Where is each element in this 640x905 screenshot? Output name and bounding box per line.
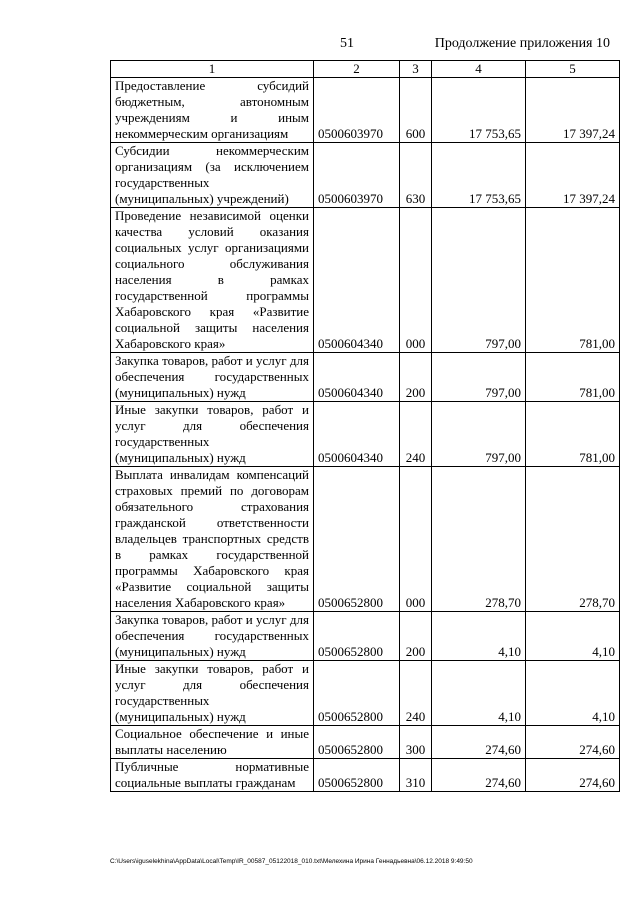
table-row: [111, 612, 620, 661]
target-code-cell: 0500652800: [314, 661, 400, 726]
expense-type-cell: 200: [400, 353, 432, 402]
target-code-cell: 0500652800: [314, 726, 400, 759]
page-header: [0, 36, 640, 56]
file-path-footer: C:\Users\iguselekhina\AppData\Local\Temp\IR_00587_05122018_010.txt\Мелехина Ирина Геннадьевна\06.12.2018 9:49:50: [110, 858, 473, 865]
row-name-cell: Закупка товаров, работ и услуг для обеспечения государственных (муниципальных) нужд: [111, 612, 314, 661]
amount-2020-cell: 4,10: [526, 612, 620, 661]
column-header: 3: [400, 61, 432, 78]
amount-2019-cell: 17 753,65: [432, 78, 526, 143]
column-header: 2: [314, 61, 400, 78]
table-row: [111, 402, 620, 467]
column-header: 4: [432, 61, 526, 78]
row-name-cell: Выплата инвалидам компенсаций страховых премий по договорам обязательного страхования гражданской ответственности владельцев транспортных средств в рамках государственной программы Хабаровского края «Развитие социальной защиты населения Хабаровского края»: [111, 467, 314, 612]
column-header: 1: [111, 61, 314, 78]
amount-2019-cell: 4,10: [432, 612, 526, 661]
amount-2020-cell: 781,00: [526, 402, 620, 467]
target-code-cell: 0500652800: [314, 467, 400, 612]
amount-2020-cell: 274,60: [526, 759, 620, 792]
amount-2020-cell: 781,00: [526, 208, 620, 353]
table-row: [111, 143, 620, 208]
amount-2019-cell: 797,00: [432, 353, 526, 402]
row-name-cell: Иные закупки товаров, работ и услуг для обеспечения государственных (муниципальных) нужд: [111, 661, 314, 726]
amount-2020-cell: 274,60: [526, 726, 620, 759]
table-row: [111, 208, 620, 353]
table-row: [111, 759, 620, 792]
expense-type-cell: 600: [400, 78, 432, 143]
expense-type-cell: 000: [400, 208, 432, 353]
target-code-cell: 0500604340: [314, 353, 400, 402]
amount-2020-cell: 17 397,24: [526, 143, 620, 208]
row-name-cell: Социальное обеспечение и иные выплаты населению: [111, 726, 314, 759]
target-code-cell: 0500603970: [314, 143, 400, 208]
row-name-cell: Публичные нормативные социальные выплаты гражданам: [111, 759, 314, 792]
page-number: 51: [340, 36, 354, 51]
expense-type-cell: 300: [400, 726, 432, 759]
row-name-cell: Предоставление субсидий бюджетным, автономным учреждениям и иным некоммерческим организациям: [111, 78, 314, 143]
target-code-cell: 0500652800: [314, 759, 400, 792]
amount-2020-cell: 17 397,24: [526, 78, 620, 143]
appendix-label: Продолжение приложения 10: [434, 36, 610, 51]
column-number-row: [111, 61, 620, 78]
amount-2020-cell: 4,10: [526, 661, 620, 726]
target-code-cell: 0500603970: [314, 78, 400, 143]
column-header: 5: [526, 61, 620, 78]
row-name-cell: Закупка товаров, работ и услуг для обеспечения государственных (муниципальных) нужд: [111, 353, 314, 402]
target-code-cell: 0500652800: [314, 612, 400, 661]
expense-type-cell: 000: [400, 467, 432, 612]
table-row: [111, 467, 620, 612]
row-name-cell: Иные закупки товаров, работ и услуг для обеспечения государственных (муниципальных) нужд: [111, 402, 314, 467]
table-row: [111, 78, 620, 143]
expense-type-cell: 200: [400, 612, 432, 661]
target-code-cell: 0500604340: [314, 208, 400, 353]
amount-2019-cell: 797,00: [432, 208, 526, 353]
row-name-cell: Проведение независимой оценки качества условий оказания социальных услуг организациями социального обслуживания населения в рамках государственной программы Хабаровского края «Развитие социальной защиты населения Хабаровского края»: [111, 208, 314, 353]
table-row: [111, 661, 620, 726]
amount-2020-cell: 781,00: [526, 353, 620, 402]
amount-2020-cell: 278,70: [526, 467, 620, 612]
amount-2019-cell: 278,70: [432, 467, 526, 612]
target-code-cell: 0500604340: [314, 402, 400, 467]
table-body: [111, 78, 620, 792]
amount-2019-cell: 17 753,65: [432, 143, 526, 208]
expense-type-cell: 630: [400, 143, 432, 208]
amount-2019-cell: 4,10: [432, 661, 526, 726]
amount-2019-cell: 274,60: [432, 726, 526, 759]
table-row: [111, 353, 620, 402]
expense-type-cell: 240: [400, 402, 432, 467]
expense-type-cell: 310: [400, 759, 432, 792]
amount-2019-cell: 797,00: [432, 402, 526, 467]
expense-type-cell: 240: [400, 661, 432, 726]
table-row: [111, 726, 620, 759]
amount-2019-cell: 274,60: [432, 759, 526, 792]
row-name-cell: Субсидии некоммерческим организациям (за исключением государственных (муниципальных) учреждений): [111, 143, 314, 208]
budget-table: [110, 60, 620, 792]
